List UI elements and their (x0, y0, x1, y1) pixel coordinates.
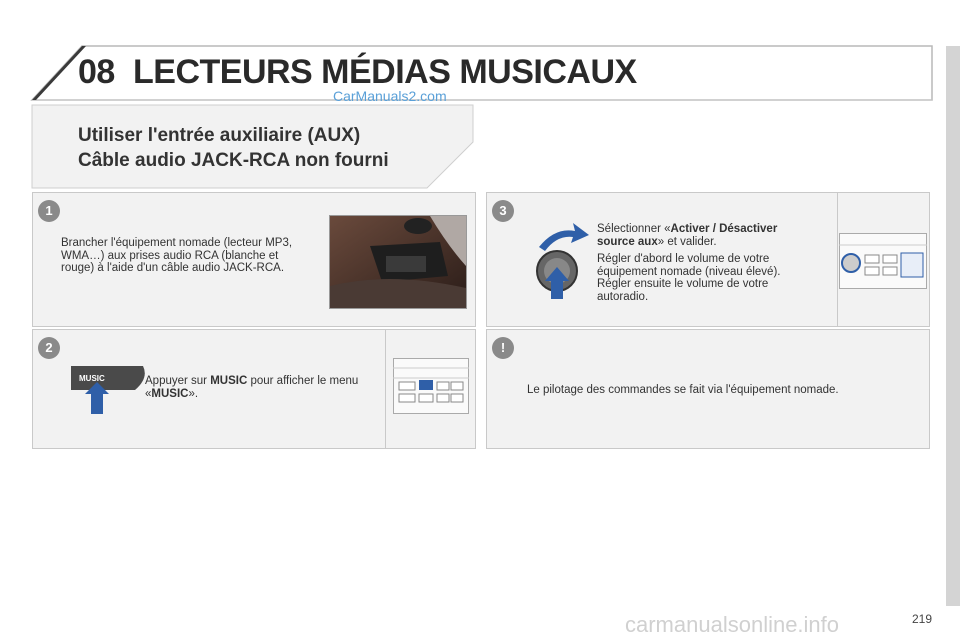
step-1-panel (32, 192, 476, 327)
music-button-icon (69, 364, 149, 418)
step-3-text-2: Régler d'abord le volume de votre équipement nomade (niveau élevé). Régler ensuite le volume de votre autoradio. (597, 253, 781, 303)
step-3-panel (486, 192, 930, 327)
step-1-number: 1 (45, 203, 53, 218)
chapter-title: LECTEURS MÉDIAS MUSICAUX (133, 53, 637, 91)
radio-panel-knob-icon (839, 233, 927, 289)
glovebox-image-icon (330, 216, 466, 308)
watermark-link[interactable]: CarManuals2.com (333, 88, 447, 104)
section-title-line2: Câble audio JACK-RCA non fourni (78, 150, 389, 171)
glovebox-photo (329, 215, 467, 309)
step-3-number: 3 (499, 203, 507, 218)
section-title-line1: Utiliser l'entrée auxiliaire (AUX) (78, 125, 361, 146)
radio-panel-icon (393, 358, 469, 414)
chapter-number: 08 (78, 53, 115, 91)
music-button-label: MUSIC (79, 374, 105, 383)
note-panel (486, 329, 930, 449)
side-bar (946, 46, 960, 606)
step-2-number: 2 (45, 340, 53, 355)
step-1-text: Brancher l'équipement nomade (lecteur MP3, WMA…) aux prises audio RCA (blanche et rouge) à l'aide d'un câble audio JACK-RCA. (61, 237, 293, 274)
step-3-text-1: Sélectionner «Activer / Désactiver source aux» et valider. (597, 223, 778, 248)
step-2-text: Appuyer sur MUSIC pour afficher le menu «MUSIC». (145, 375, 359, 400)
step-2-panel (32, 329, 476, 449)
page-number: 219 (912, 612, 933, 626)
footer-watermark: carmanualsonline.info (625, 612, 840, 637)
note-symbol: ! (500, 340, 506, 355)
rotary-knob-icon (525, 221, 595, 301)
note-text: Le pilotage des commandes se fait via l'équipement nomade. (527, 384, 839, 396)
